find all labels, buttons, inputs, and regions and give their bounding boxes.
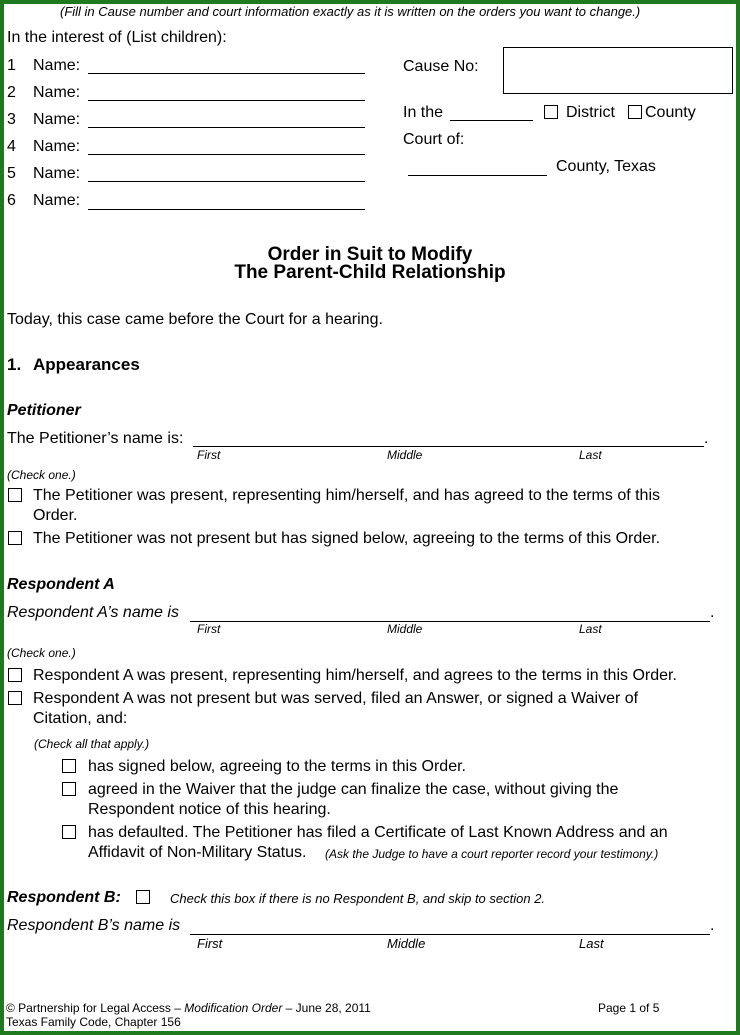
child-name-label: Name: <box>33 192 81 209</box>
petitioner-name-field[interactable] <box>193 446 704 447</box>
form-date: – June 28, 2011 <box>285 1001 371 1015</box>
petitioner-heading: Petitioner <box>7 402 81 419</box>
period: . <box>710 604 715 621</box>
child-number: 5 <box>7 165 16 182</box>
middle-caption: Middle <box>387 936 426 951</box>
child-name-field[interactable] <box>88 154 365 155</box>
respondent-b-name-field[interactable] <box>190 934 710 935</box>
section-title: Appearances <box>33 355 140 374</box>
in-the-label: In the <box>403 104 444 121</box>
district-label: District <box>566 104 615 121</box>
intro-text: Today, this case came before the Court for a hearing. <box>7 311 383 328</box>
first-caption: First <box>197 448 221 462</box>
county-texas-label: County, Texas <box>556 158 656 175</box>
respondent-a-option1-text: Respondent A was present, representing him/herself, and agrees to the terms in this Order. <box>33 667 677 684</box>
district-checkbox[interactable] <box>544 105 558 119</box>
child-number: 1 <box>7 57 16 74</box>
form-name: Modification Order <box>184 1001 283 1015</box>
middle-caption: Middle <box>387 622 423 636</box>
child-number: 3 <box>7 111 16 128</box>
children-heading: In the interest of (List children): <box>7 29 227 46</box>
defaulted-text-cont: Affidavit of Non-Military Status. <box>88 844 307 861</box>
child-number: 4 <box>7 138 16 155</box>
court-reporter-note: (Ask the Judge to have a court reporter record your testimony.) <box>325 847 659 861</box>
county-checkbox[interactable] <box>628 105 642 119</box>
child-name-field[interactable] <box>88 73 365 74</box>
respondent-a-heading: Respondent A <box>7 576 115 593</box>
page-number: Page 1 of 5 <box>598 1001 660 1015</box>
child-name-label: Name: <box>33 57 81 74</box>
form-title-line1: Order in Suit to Modify <box>267 244 473 265</box>
copyright-text: © Partnership for Legal Access – <box>6 1001 181 1015</box>
child-name-field[interactable] <box>88 209 365 210</box>
court-of-label: Court of: <box>403 131 465 148</box>
signed-below-text: has signed below, agreeing to the terms in this Order. <box>88 758 466 775</box>
respondent-b-name-label: Respondent B’s name is <box>7 917 181 934</box>
section-number: 1. <box>7 355 22 374</box>
check-one-note: (Check one.) <box>7 468 76 482</box>
cause-number-field[interactable] <box>503 47 733 94</box>
child-name-field[interactable] <box>88 100 365 101</box>
cause-number-label: Cause No: <box>403 58 479 75</box>
child-number: 2 <box>7 84 16 101</box>
period: . <box>710 917 715 934</box>
court-number-field[interactable] <box>450 120 533 121</box>
waiver-checkbox[interactable] <box>62 782 76 796</box>
waiver-text-cont: Respondent notice of this hearing. <box>88 801 331 818</box>
respondent-a-option2-text-cont: Citation, and: <box>33 710 128 727</box>
respondent-a-name-field[interactable] <box>190 621 710 622</box>
form-title-line2: The Parent-Child Relationship <box>234 262 506 283</box>
child-name-label: Name: <box>33 111 81 128</box>
respondent-b-heading: Respondent B: <box>7 889 121 906</box>
child-name-label: Name: <box>33 84 81 101</box>
footer-copyright <box>6 1001 371 1015</box>
middle-caption: Middle <box>387 448 423 462</box>
no-respondent-b-checkbox[interactable] <box>136 890 150 904</box>
child-number: 6 <box>7 192 16 209</box>
child-name-field[interactable] <box>88 127 365 128</box>
last-caption: Last <box>579 622 602 636</box>
petitioner-option2-text: The Petitioner was not present but has signed below, agreeing to the terms of this Order. <box>33 530 661 547</box>
respondent-a-option2-text: Respondent A was not present but was served, filed an Answer, or signed a Waiver of <box>33 690 639 707</box>
county-label: County <box>645 104 696 121</box>
respondent-a-name-label: Respondent A’s name is <box>7 604 179 621</box>
respondent-a-not-present-checkbox[interactable] <box>8 691 22 705</box>
check-one-note: (Check one.) <box>7 646 76 660</box>
petitioner-name-label: The Petitioner’s name is: <box>7 430 184 447</box>
petitioner-not-present-checkbox[interactable] <box>8 531 22 545</box>
child-name-label: Name: <box>33 165 81 182</box>
petitioner-option1-text: The Petitioner was present, representing him/herself, and has agreed to the terms of this <box>33 487 660 504</box>
first-caption: First <box>197 936 223 951</box>
county-name-field[interactable] <box>408 175 547 176</box>
first-caption: First <box>197 622 221 636</box>
last-caption: Last <box>579 448 602 462</box>
child-name-field[interactable] <box>88 181 365 182</box>
waiver-text: agreed in the Waiver that the judge can finalize the case, without giving the <box>88 781 619 798</box>
respondent-a-present-checkbox[interactable] <box>8 668 22 682</box>
check-all-note: (Check all that apply.) <box>34 737 150 751</box>
defaulted-text: has defaulted. The Petitioner has filed a Certificate of Last Known Address and an <box>88 824 668 841</box>
petitioner-present-checkbox[interactable] <box>8 488 22 502</box>
last-caption: Last <box>579 936 604 951</box>
signed-below-checkbox[interactable] <box>62 759 76 773</box>
top-instructions: (Fill in Cause number and court information exactly as it is written on the orders you want to change.) <box>60 4 641 19</box>
footer-code: Texas Family Code, Chapter 156 <box>6 1015 181 1029</box>
defaulted-checkbox[interactable] <box>62 825 76 839</box>
respondent-b-check-note: Check this box if there is no Respondent B, and skip to section 2. <box>170 891 546 906</box>
period: . <box>704 430 709 447</box>
petitioner-option1-text-cont: Order. <box>33 507 78 524</box>
child-name-label: Name: <box>33 138 81 155</box>
